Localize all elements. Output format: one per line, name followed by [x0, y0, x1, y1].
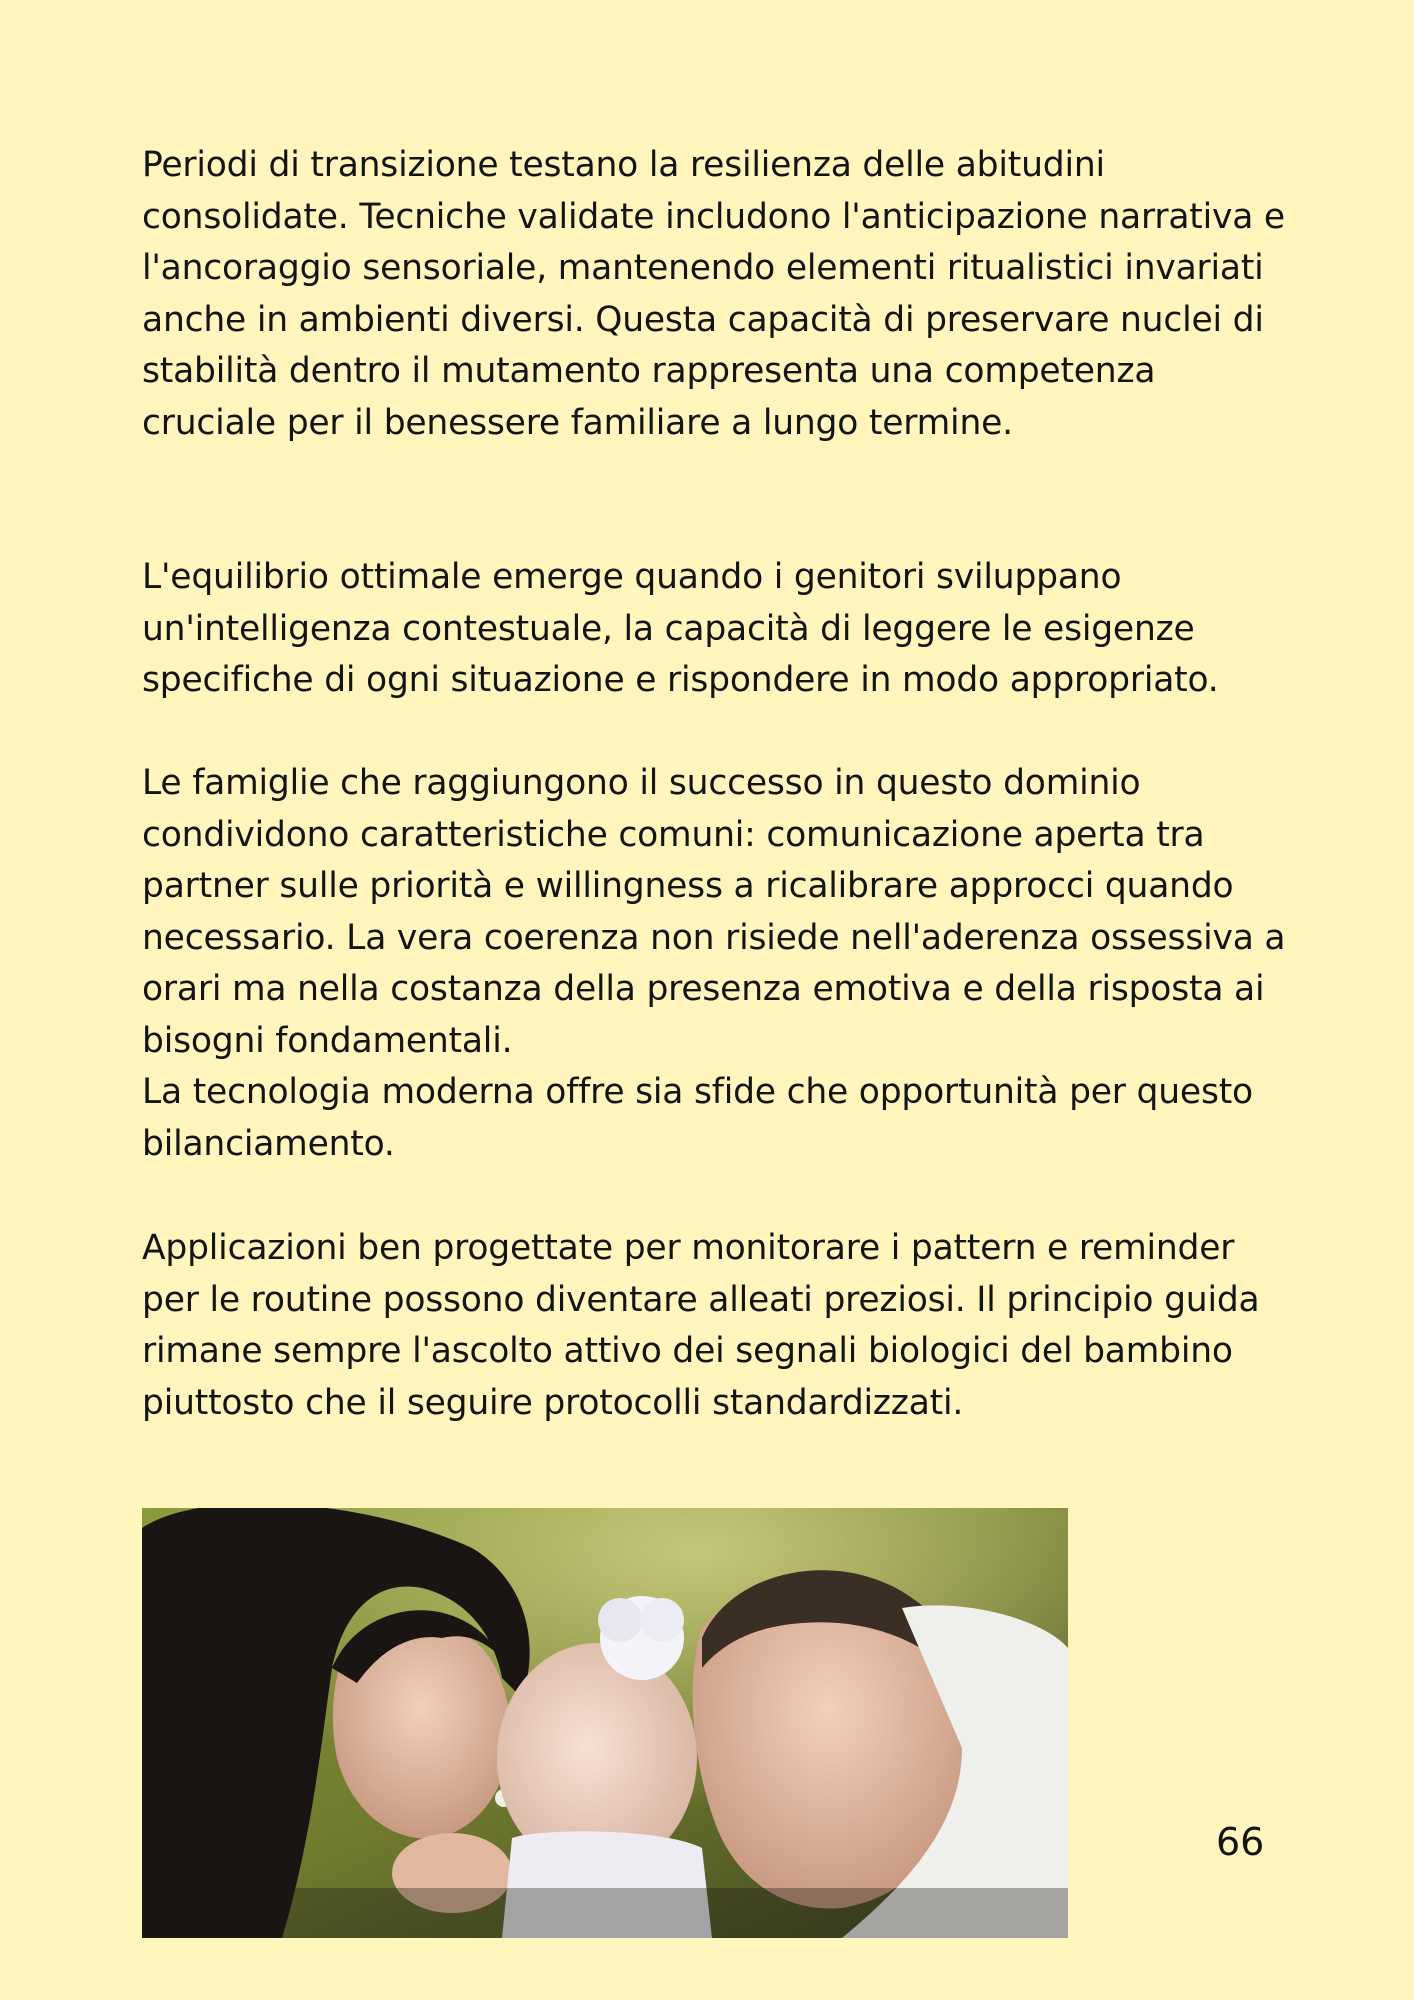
paragraph-technology: La tecnologia moderna offre sia sfide che opportunità per questo bilanciamento.	[142, 1072, 1253, 1164]
paragraph-equilibrium: L'equilibrio ottimale emerge quando i genitori sviluppano un'intelligenza contestuale, la capacità di leggere le esigenze specifiche di ogni situazione e rispondere in modo appropriato.	[142, 557, 1219, 700]
page-number: 66	[1216, 1820, 1265, 1864]
paragraph-transitions: Periodi di transizione testano la resilienza delle abitudini consolidate. Tecniche validate includono l'anticipazione narrativa e l'ancoraggio sensoriale, mantenendo elementi ritualistici invariati anche in ambienti diversi. Questa capacità di preservare nuclei di stabilità dentro il mutamento rappresenta una competenza cruciale per il benessere familiare a lungo termine.	[142, 145, 1285, 443]
family-photo	[142, 1508, 1068, 1938]
paragraph-applications: Applicazioni ben progettate per monitorare i pattern e reminder per le routine possono diventare alleati preziosi. Il principio guida rimane sempre l'ascolto attivo dei segnali biologici del bambino piuttosto che il seguire protocolli standardizzati.	[142, 1228, 1260, 1423]
paragraph-families: Le famiglie che raggiungono il successo in questo dominio condividono caratteristiche comuni: comunicazione aperta tra partner sulle priorità e willingness a ricalibrare approcci quando necessario. La vera coerenza non risiede nell'aderenza ossessiva a orari ma nella costanza della presenza emotiva e della risposta ai bisogni fondamentali.	[142, 763, 1286, 1061]
